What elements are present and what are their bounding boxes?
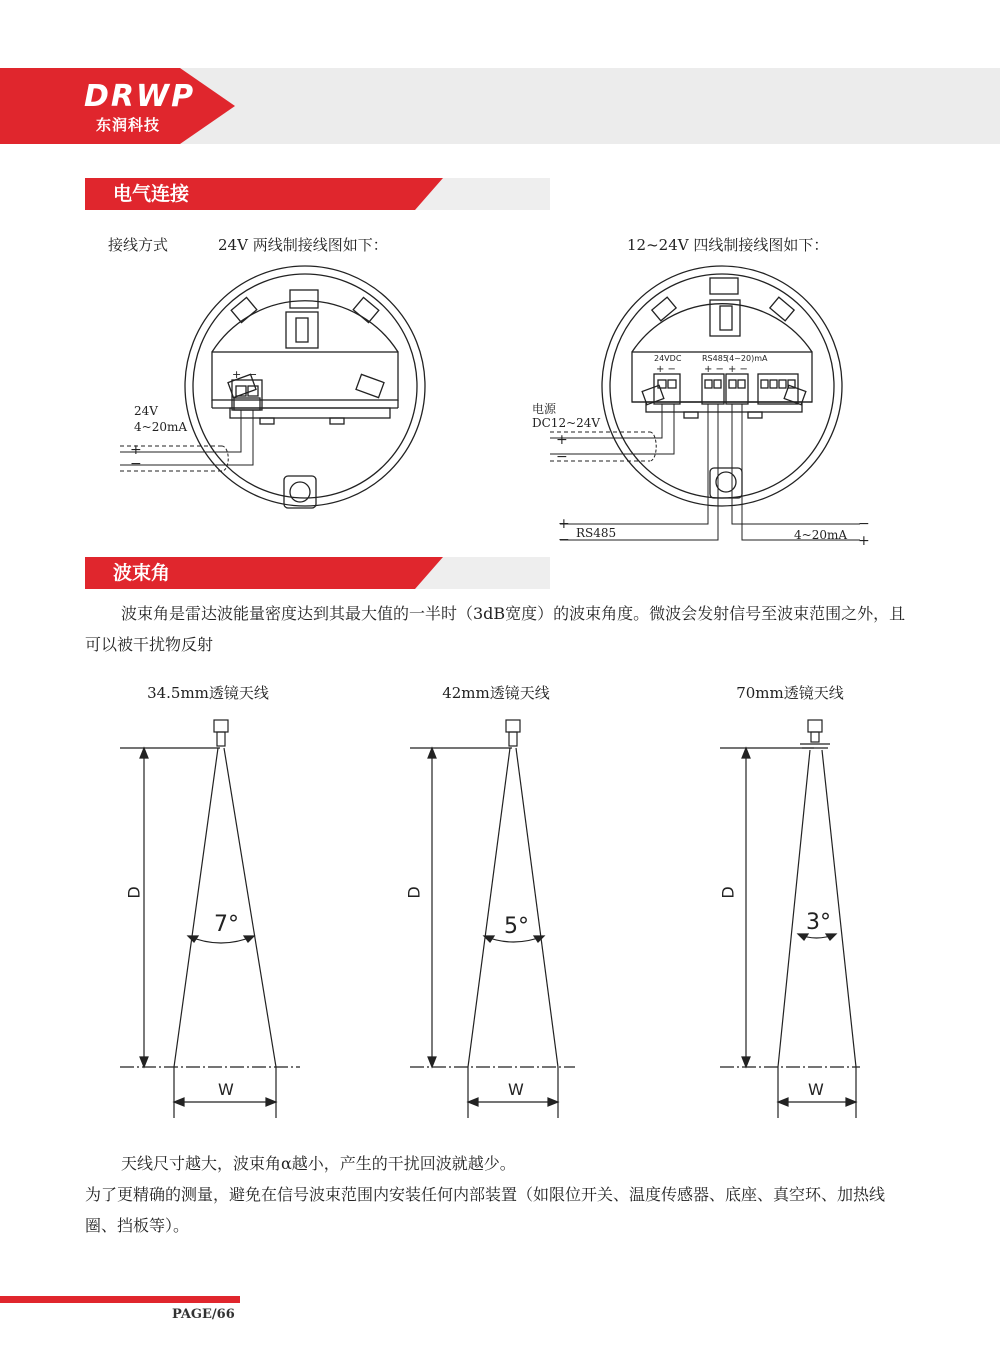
- wiring-method-label: 接线方式: [108, 236, 169, 254]
- two-wire-diagram: [120, 262, 440, 522]
- current-plus: +: [858, 533, 870, 549]
- right-diagram-caption: 12~24V 四线制接线图如下：: [627, 236, 829, 254]
- left-supply-label: 24V: [134, 404, 158, 418]
- w-label-3: W: [808, 1080, 824, 1099]
- four-wire-diagram: [550, 262, 880, 552]
- w-label-1: W: [218, 1080, 234, 1099]
- beam-angle-2: 5°: [504, 914, 529, 939]
- right-plus: +: [556, 432, 568, 448]
- rs485-label: RS485: [576, 526, 617, 540]
- section-title: 电气连接: [113, 183, 190, 205]
- beam-diagram-1: [110, 718, 300, 1128]
- current-output-label: 4~20mA: [794, 528, 848, 542]
- d-label-3: D: [718, 886, 738, 899]
- d-label-2: D: [404, 886, 424, 899]
- beam-note-1: 天线尺寸越大，波束角α越小，产生的干扰回波就越少。: [121, 1154, 516, 1173]
- beam-intro: 波束角是雷达波能量密度达到其最大值的一半时（3dB宽度）的波束角度。微波会发射信号至波束范围之外，且可以被干扰物反射: [85, 604, 906, 654]
- w-label-2: W: [508, 1080, 524, 1099]
- right-minus: −: [556, 449, 568, 465]
- logo: DRWP: [84, 79, 196, 114]
- section-header-beam: [85, 557, 550, 589]
- left-plus: +: [130, 442, 142, 458]
- svg-text:+ −: + −: [728, 364, 748, 375]
- svg-text:+ −: + −: [704, 364, 724, 375]
- logo-subtitle: 东润科技: [96, 116, 161, 134]
- antenna-caption-1: 34.5mm透镜天线: [147, 684, 269, 702]
- antenna-caption-2: 42mm透镜天线: [442, 684, 550, 702]
- rs485-plus: +: [558, 516, 570, 532]
- section-title: 波束角: [113, 562, 171, 584]
- beam-note-2: 为了更精确的测量，避免在信号波束范围内安装任何内部装置（如限位开关、温度传感器、底座、真空环、加热线圈、挡板等）。: [85, 1185, 886, 1235]
- footer-line: [0, 1296, 240, 1303]
- rs485-minus: −: [558, 532, 570, 548]
- beam-angle-1: 7°: [214, 912, 239, 937]
- svg-text:+ −: + −: [656, 364, 676, 375]
- terminal-rs485: RS485: [702, 354, 728, 363]
- section-header-wiring: [85, 178, 550, 210]
- left-diagram-caption: 24V 两线制接线图如下：: [218, 236, 388, 254]
- left-signal-label: 4~20mA: [134, 420, 188, 434]
- power-label: 电源: [532, 402, 557, 416]
- beam-angle-3: 3°: [806, 910, 831, 935]
- antenna-caption-3: 70mm透镜天线: [736, 684, 844, 702]
- terminal-24vdc: 24VDC: [654, 354, 682, 363]
- d-label-1: D: [124, 886, 144, 899]
- current-minus: −: [858, 516, 870, 532]
- left-minus: −: [130, 456, 142, 472]
- page-number: PAGE/66: [172, 1307, 235, 1322]
- svg-text:−: −: [248, 368, 258, 381]
- svg-text:+: +: [232, 368, 242, 381]
- beam-diagram-2: [400, 718, 590, 1128]
- power-range: DC12~24V: [532, 416, 601, 430]
- terminal-current: (4~20)mA: [726, 354, 768, 363]
- beam-diagram-3: [710, 718, 900, 1128]
